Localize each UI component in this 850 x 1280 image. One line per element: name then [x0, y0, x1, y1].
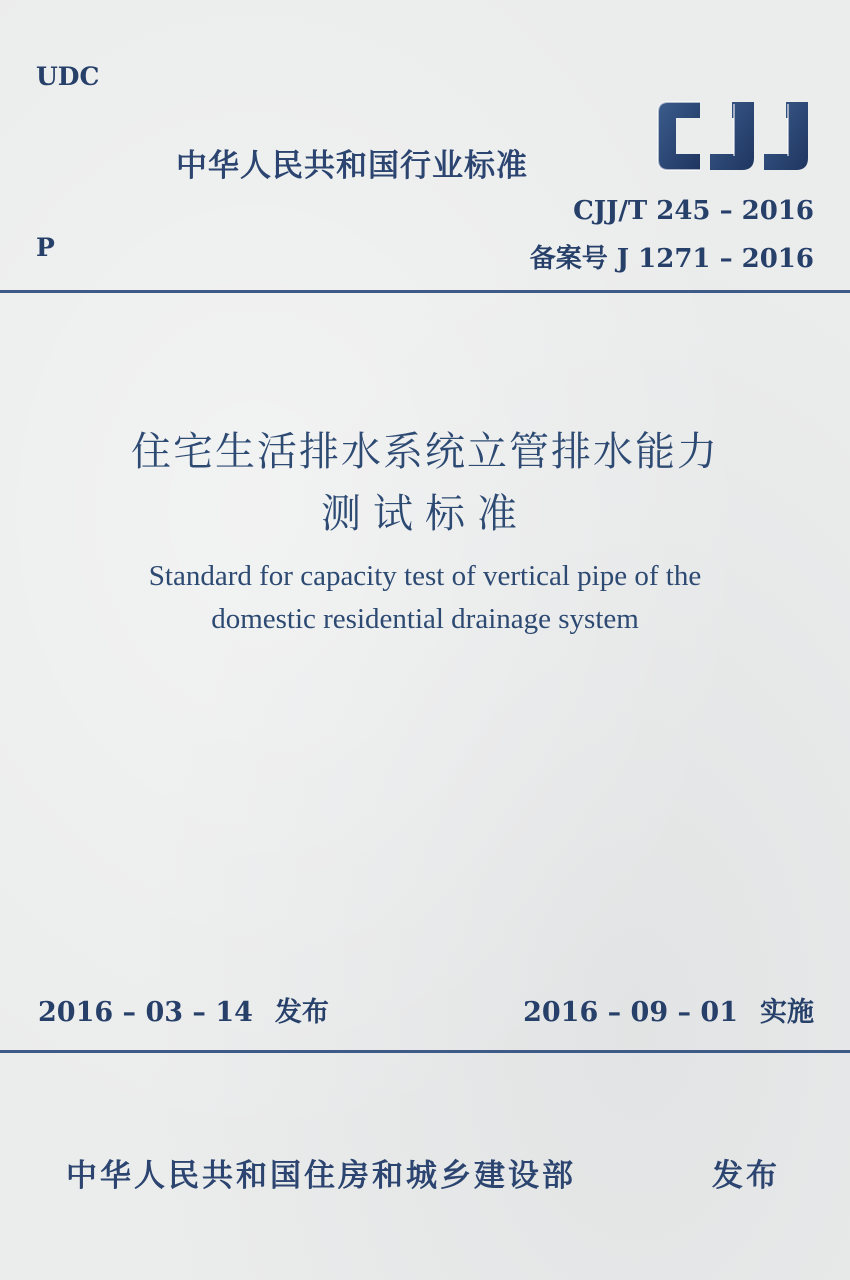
top-divider: [0, 290, 850, 293]
implement-date-line: [523, 990, 814, 1029]
industry-standard-heading: 中华人民共和国行业标准: [176, 148, 528, 184]
cjj-logo: [654, 96, 814, 176]
publish-date-line: [38, 990, 329, 1029]
category-code: P: [36, 233, 55, 262]
udc-label: UDC: [36, 62, 100, 91]
publish-label: 发布: [274, 997, 329, 1028]
implement-label: 实施: [760, 997, 814, 1028]
chinese-title-line-1: 住宅生活排水系统立管排水能力: [131, 429, 719, 475]
publish-date: 2016 – 03 – 14: [38, 997, 253, 1028]
implement-date: 2016 – 09 – 01: [523, 997, 738, 1028]
bottom-divider: [0, 1050, 850, 1053]
issuing-authority: 中华人民共和国住房和城乡建设部: [66, 1158, 576, 1194]
english-title-line-2: domestic residential drainage system: [211, 603, 639, 635]
chinese-title-line-2: 测试标准: [321, 491, 529, 537]
record-number: 备案号 J 1271 – 2016: [529, 244, 814, 274]
english-title-line-1: Standard for capacity test of vertical pipe of the: [148, 560, 702, 592]
issuing-action: 发布: [712, 1158, 780, 1194]
standard-number: CJJ/T 245 – 2016: [573, 196, 814, 226]
